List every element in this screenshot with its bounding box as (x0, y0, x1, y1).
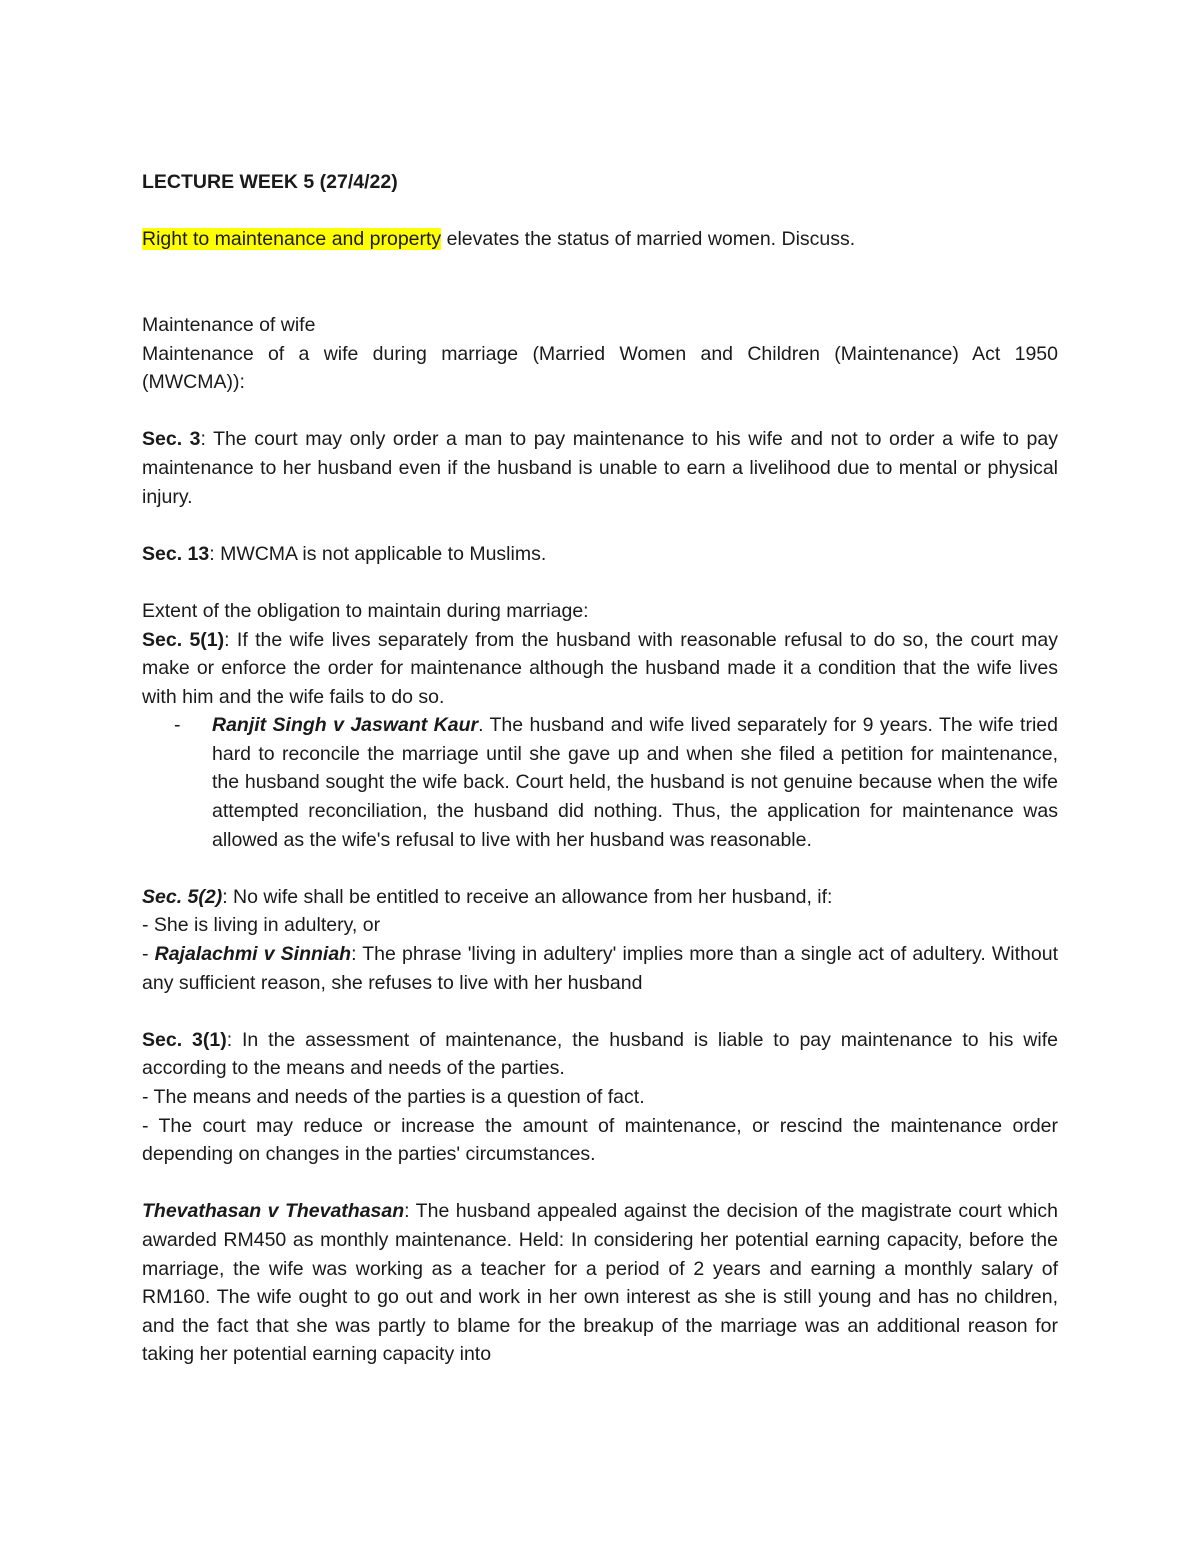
sec-3-1-label: Sec. 3(1) (142, 1028, 227, 1051)
sec-5-2-paragraph (142, 883, 1058, 912)
sec-13-text: : MWCMA is not applicable to Muslims. (209, 542, 547, 565)
extent-heading: Extent of the obligation to maintain during marriage: (142, 599, 589, 622)
thevathasan-paragraph (142, 1197, 1058, 1369)
lecture-title: LECTURE WEEK 5 (27/4/22) (142, 171, 398, 193)
sec-5-2-line-2 (142, 940, 1058, 997)
case-name-ranjit: Ranjit Singh v Jaswant Kaur (212, 714, 479, 737)
sec-3-text: : The court may only order a man to pay maintenance to his wife and not to order a wife to pay maintenance to her husband even if the husband is unable to earn a livelihood due to mental or physical injury. (142, 428, 1058, 508)
case-text-ranjit: . The husband and wife lived separately for 9 years. The wife tried hard to reconcile the marriage until she gave up and when she filed a petition for maintenance, the husband sought the wife back. Court held, the husband is not genuine because when the wife attempted reconciliation, the husband did nothing. Thus, the application for maintenance was allowed as the wife's refusal to live with her husband was reasonable. (212, 714, 1058, 851)
spacer (142, 397, 1058, 426)
maintenance-heading: Maintenance of wife (142, 313, 316, 336)
maintenance-during-marriage: Maintenance of a wife during marriage (Married Women and Children (Maintenance) Act 1950 (MWCMA)): (142, 342, 1058, 394)
spacer (142, 197, 1058, 226)
spacer (142, 997, 1058, 1026)
sec-5-2-line-1: - She is living in adultery, or (142, 914, 381, 937)
sec-13-paragraph (142, 540, 1058, 569)
sec-3-1-line-1: - The means and needs of the parties is a question of fact. (142, 1086, 645, 1108)
sec-3-1-text: : In the assessment of maintenance, the husband is liable to pay maintenance to his wife according to the means and needs of the parties. (142, 1028, 1058, 1080)
spacer (142, 854, 1058, 883)
sec-5-1-label: Sec. 5(1) (142, 628, 225, 651)
sec-5-1-paragraph (142, 626, 1058, 712)
sec-3-1-line-2: - The court may reduce or increase the amount of maintenance, or rescind the maintenance order depending on changes in the parties' circumstances. (142, 1114, 1058, 1166)
sec-5-1-text: : If the wife lives separately from the husband with reasonable refusal to do so, the court may make or enforce the order for maintenance although the husband made it a condition that the wife lives with him and the wife fails to do so. (142, 628, 1058, 708)
essay-question (142, 225, 1058, 254)
sec-5-2-label: Sec. 5(2) (142, 885, 223, 908)
list-item-ranjit (142, 711, 1058, 854)
question-rest: elevates the status of married women. Discuss. (441, 228, 856, 251)
case-text-rajalachmi: : The phrase 'living in adultery' implies more than a single act of adultery. Without any sufficient reason, she refuses to live with her husband (142, 943, 1058, 994)
sec-3-1-paragraph (142, 1026, 1058, 1083)
sec-13-label: Sec. 13 (142, 542, 210, 565)
line-prefix: - (142, 943, 155, 966)
case-name-thevathasan: Thevathasan v Thevathasan (142, 1200, 405, 1223)
spacer (142, 1169, 1058, 1198)
sec-5-2-text: : No wife shall be entitled to receive an allowance from her husband, if: (222, 885, 833, 908)
highlighted-text: Right to maintenance and property (142, 228, 442, 251)
document-page (142, 168, 1058, 1369)
spacer (142, 511, 1058, 540)
spacer (142, 568, 1058, 597)
sec-3-paragraph (142, 425, 1058, 511)
case-text-thevathasan: : The husband appealed against the decision of the magistrate court which awarded RM450 as monthly maintenance. Held: In considering her potential earning capacity, before the marriage, the wife was working as a teacher for a period of 2 years and earning a monthly salary of RM160. The wife ought to go out and work in her own interest as she is still young and has no children, and the fact that she was partly to blame for the breakup of the marriage was an additional reason for taking her potential earning capacity into (142, 1200, 1058, 1366)
case-name-rajalachmi: Rajalachmi v Sinniah (154, 943, 352, 966)
list-dash: - (174, 714, 181, 737)
spacer (142, 254, 1058, 311)
sec-3-label: Sec. 3 (142, 428, 201, 451)
